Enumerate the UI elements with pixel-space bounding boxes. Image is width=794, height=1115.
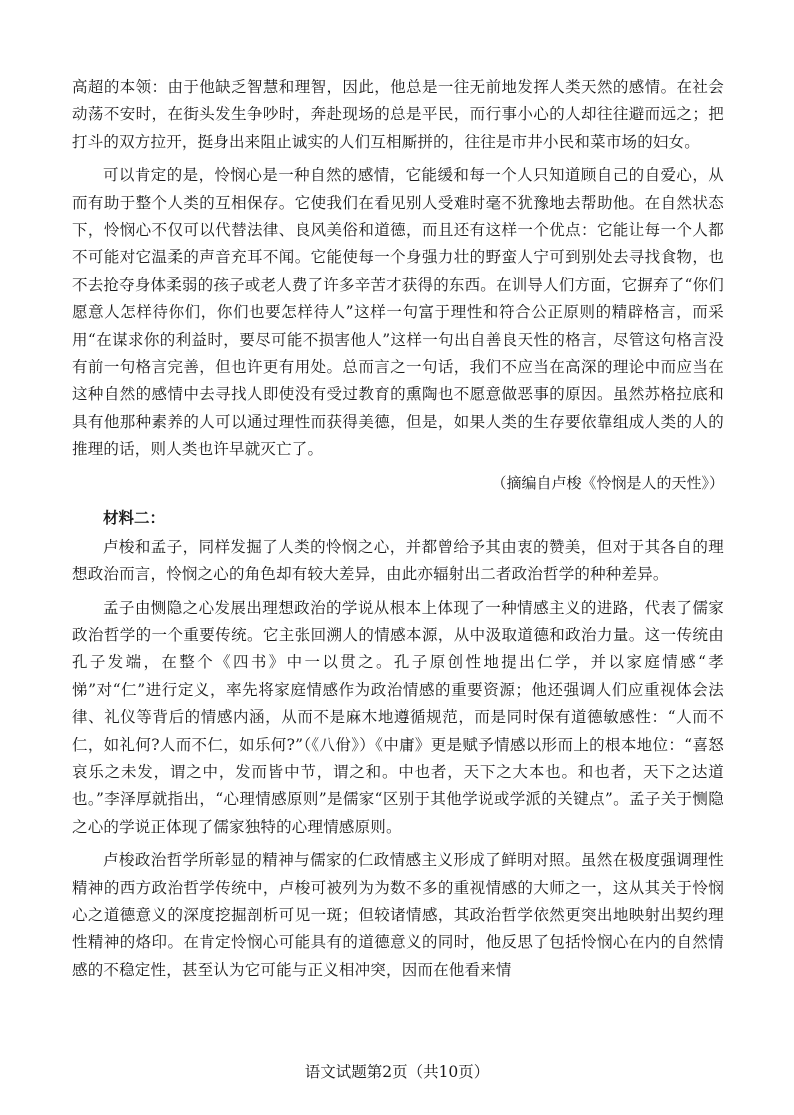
paragraph-5: 卢梭政治哲学所彰显的精神与儒家的仁政情感主义形成了鲜明对照。虽然在极度强调理性精神的西方政治哲学传统中，卢梭可被列为为数不多的重视情感的大师之一，这从其关于怜悯心之道德意义的深度挖掘剖析可见一斑；但较诸情感，其政治哲学依然更突出地映射出契约理性精神的烙印。在肯定怜悯心可能具有的道德意义的同时，他反思了包括怜悯心在内的自然情感的不稳定性，甚至认为它可能与正义相冲突，因而在他看来情 xyxy=(72,851,724,979)
source-citation: （摘编自卢梭《怜悯是人的天性》） xyxy=(491,473,724,492)
paragraph-2: 可以肯定的是，怜悯心是一种自然的感情，它能缓和每一个人只知道顾自己的自爱心，从而有助于整个人类的互相保存。它使我们在看见别人受难时毫不犹豫地去帮助他。在自然状态下，怜悯心不仅可以代替法律、良风美俗和道德，而且还有这样一个优点：它能让每一个人都不可能对它温柔的声音充耳不闻。它能使每一个身强力壮的野蛮人宁可到别处去寻找食物，也不去抢夺身体柔弱的孩子或老人费了许多辛苦才获得的东西。在训导人们方面，它摒弃了“你们愿意人怎样待你们，你们也要怎样待人”这样一句富于理性和符合公正原则的精辟格言，而采用“在谋求你的利益时，要尽可能不损害他人”这样一句出自善良天性的格言，尽管这句格言没有前一句格言完善，但也许更有用处。总而言之一句话，我们不应当在高深的理论中而应当在这种自然的感情中去寻找人即使没有受过教育的熏陶也不愿意做恶事的原因。虽然苏格拉底和具有他那种素养的人可以通过理性而获得美德，但是，如果人类的生存要依靠组成人类的人的推理的话，则人类也许早就灭亡了。 xyxy=(72,166,724,459)
page-body xyxy=(72,74,724,990)
material-2-title: 材料二： xyxy=(103,508,166,527)
paragraph-3: 卢梭和孟子，同样发掘了人类的怜悯之心，并都曾给予其由衷的赞美，但对于其各自的理想政治而言，怜悯之心的角色却有较大差异，由此亦辐射出二者政治哲学的种种差异。 xyxy=(72,537,724,584)
page-footer: 语文试题第2页（共10页） xyxy=(304,1063,490,1081)
paragraph-4: 孟子由恻隐之心发展出理想政治的学说从根本上体现了一种情感主义的进路，代表了儒家政治哲学的一个重要传统。它主张回溯人的情感本源，从中汲取道德和政治力量。这一传统由孔子发端，在整个《四书》中一以贯之。孔子原创性地提出仁学，并以家庭情感“孝悌”对“仁”进行定义，率先将家庭情感作为政治情感的重要资源；他还强调人们应重视体会法律、礼仪等背后的情感内涵，从而不是麻木地遵循规范，而是同时保有道德敏感性：“人而不仁，如礼何?人而不仁，如乐何?”（《八佾》）《中庸》更是赋予情感以形而上的根本地位：“喜怒哀乐之未发，谓之中，发而皆中节，谓之和。中也者，天下之大本也。和也者，天下之达道也。”李泽厚就指出，“心理情感原则”是儒家“区别于其他学说或学派的关键点”。孟子关于恻隐之心的学说正体现了儒家独特的心理情感原则。 xyxy=(72,598,724,836)
paragraph-1: 高超的本领：由于他缺乏智慧和理智，因此，他总是一往无前地发挥人类天然的感情。在社会动荡不安时，在街头发生争吵时，奔赴现场的总是平民，而行事小心的人却往往避而远之；把打斗的双方拉开，挺身出来阻止诚实的人们互相厮拼的，往往是市井小民和菜市场的妇女。 xyxy=(72,78,724,151)
